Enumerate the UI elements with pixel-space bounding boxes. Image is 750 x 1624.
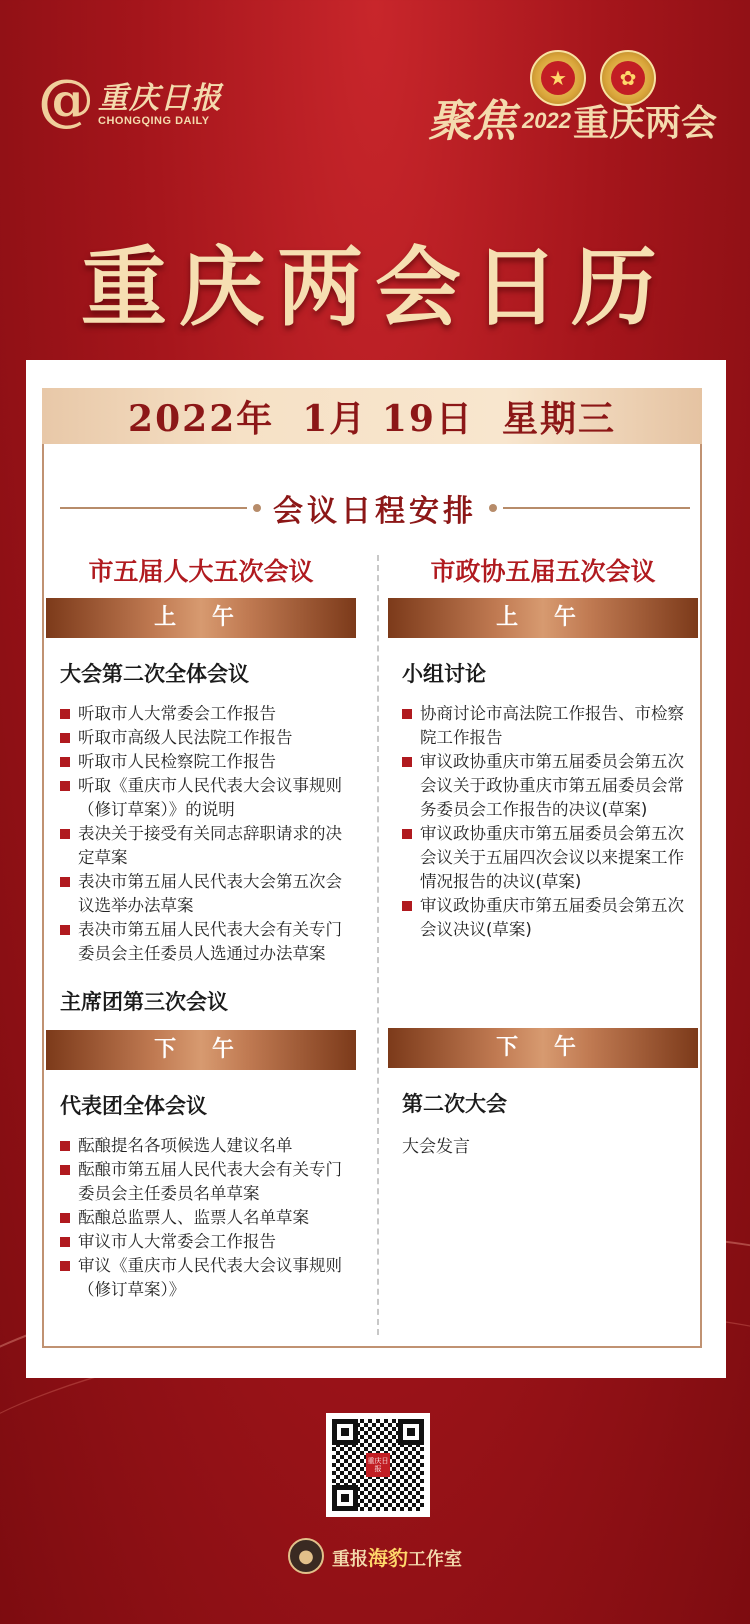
- afternoon-heading: 第二次大会: [402, 1092, 507, 1116]
- afternoon-bar: 下 午: [388, 1028, 698, 1068]
- bullet-icon: [60, 1165, 70, 1175]
- footer-credit: [288, 1538, 462, 1574]
- bullet-icon: [60, 1261, 70, 1271]
- focus-word: 聚焦: [428, 96, 516, 147]
- qr-finder: [398, 1419, 424, 1445]
- cppcc-emblem-icon: ✿: [600, 50, 656, 106]
- qr-finder: [332, 1485, 358, 1511]
- list-item: 听取《重庆市人民代表大会议事规则（修订草案）》的说明: [60, 774, 356, 822]
- afternoon-text: 大会发言: [402, 1137, 470, 1157]
- bullet-icon: [60, 733, 70, 743]
- column-divider: [377, 555, 379, 1335]
- date-year: 2022年: [128, 397, 275, 440]
- cppcc-title: 市政协五届五次会议: [430, 557, 656, 586]
- date-bar: [42, 388, 702, 444]
- national-emblem-icon: ★: [530, 50, 586, 106]
- emblems: [530, 50, 656, 106]
- list-item: 酝酿市第五届人民代表大会有关专门委员会主任委员名单草案: [60, 1158, 356, 1206]
- list-item: 酝酿提名各项候选人建议名单: [60, 1134, 356, 1158]
- bullet-icon: [402, 901, 412, 911]
- divider-line: [60, 507, 247, 509]
- bullet-icon: [60, 709, 70, 719]
- morning-heading: 小组讨论: [402, 662, 486, 686]
- list-item: 听取市人大常委会工作报告: [60, 702, 356, 726]
- date-weekday: 星期三: [501, 397, 616, 440]
- morning-heading: 大会第二次全体会议: [60, 662, 249, 686]
- list-item: 审议市人大常委会工作报告: [60, 1230, 356, 1254]
- list-item: 审议政协重庆市第五届委员会第五次会议关于五届四次会议以来提案工作情况报告的决议(草案): [402, 822, 698, 894]
- list-item: 听取市人民检察院工作报告: [60, 750, 356, 774]
- divider-dot: [489, 504, 497, 512]
- list-item: 协商讨论市高法院工作报告、市检察院工作报告: [402, 702, 698, 750]
- afternoon-bar: 下 午: [46, 1030, 356, 1070]
- list-item: 审议政协重庆市第五届委员会第五次会议决议(草案): [402, 894, 698, 942]
- divider-line: [503, 507, 690, 509]
- list-item: 酝酿总监票人、监票人名单草案: [60, 1206, 356, 1230]
- bullet-icon: [60, 1141, 70, 1151]
- bullet-icon: [402, 757, 412, 767]
- bullet-icon: [60, 757, 70, 767]
- bullet-icon: [60, 877, 70, 887]
- bullet-icon: [402, 709, 412, 719]
- cppcc-column: [388, 550, 698, 1157]
- bullet-icon: [60, 925, 70, 935]
- list-item: 审议《重庆市人民代表大会议事规则（修订草案）》: [60, 1254, 356, 1302]
- focus-event: 重庆两会: [572, 102, 717, 145]
- qr-finder: [332, 1419, 358, 1445]
- bullet-icon: [60, 1237, 70, 1247]
- footer-highlight: 海豹: [368, 1545, 408, 1570]
- afternoon-heading: 代表团全体会议: [60, 1094, 207, 1118]
- page-title: 重庆两会日历: [81, 237, 669, 338]
- brand-logo: [38, 67, 222, 133]
- at-icon: @: [38, 67, 94, 133]
- list-item: 表决关于接受有关同志辞职请求的决定草案: [60, 822, 356, 870]
- bullet-icon: [402, 829, 412, 839]
- npc-title: 市五届人大五次会议: [88, 557, 314, 586]
- bullet-icon: [60, 829, 70, 839]
- npc-column: [46, 550, 356, 1302]
- list-item: 表决市第五届人民代表大会有关专门委员会主任委员人选通过办法草案: [60, 918, 356, 966]
- bullet-icon: [60, 1213, 70, 1223]
- section-header: [60, 488, 690, 528]
- qr-code[interactable]: [326, 1413, 430, 1517]
- qr-logo: 重庆日报: [366, 1453, 390, 1477]
- focus-slogan: [428, 96, 717, 147]
- seal-avatar-icon: ●: [288, 1538, 324, 1574]
- list-item: 听取市高级人民法院工作报告: [60, 726, 356, 750]
- brand-name-cn: 重庆日报: [98, 81, 222, 116]
- footer-suffix: 工作室: [408, 1548, 462, 1570]
- divider-dot: [253, 504, 261, 512]
- morning-bar: 上 午: [388, 598, 698, 638]
- footer-prefix: 重报: [332, 1548, 368, 1570]
- morning-bar: 上 午: [46, 598, 356, 638]
- bullet-icon: [60, 781, 70, 791]
- presidium-heading: 主席团第三次会议: [60, 990, 228, 1014]
- list-item: 表决市第五届人民代表大会第五次会议选举办法草案: [60, 870, 356, 918]
- list-item: 审议政协重庆市第五届委员会第五次会议关于政协重庆市第五届委员会常务委员会工作报告的决议(草案): [402, 750, 698, 822]
- section-title: 会议日程安排: [273, 494, 477, 529]
- focus-year: 2022: [522, 108, 571, 133]
- date-month-day: 1月 19日: [302, 397, 474, 440]
- qr-pattern: [332, 1419, 424, 1511]
- brand-name-en: CHONGQING DAILY: [98, 115, 210, 127]
